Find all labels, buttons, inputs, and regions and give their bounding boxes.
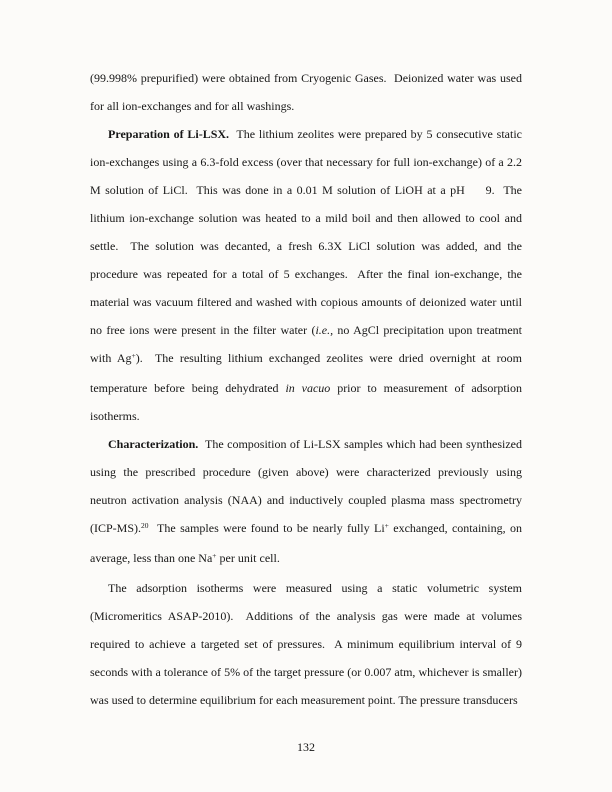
text-run: The composition of Li-LSX samples which had been synthesized using the prescribed procedure (given above) were characterized previously using neutron activation analysis (NAA) and inductively coupled plasma mass spectrometry (ICP-MS).: [90, 437, 525, 535]
text-run: ). The resulting lithium exchanged zeolites were dried overnight at room temperature before being dehydrated: [90, 351, 525, 395]
text-run-italic: i.e.,: [315, 323, 334, 337]
paragraph-adsorption: [90, 574, 525, 714]
text-run: exchanged, containing, on average, less than one Na: [90, 521, 525, 565]
text-run: (99.998% prepurified) were obtained from Cryogenic Gases. Deionized water was used for all ion-exchanges and for all washings.: [90, 71, 525, 113]
page-number: 132: [297, 740, 315, 754]
citation-superscript: 20: [141, 520, 149, 530]
text-run: prior to measurement of adsorption isotherms.: [90, 381, 525, 423]
text-run: The lithium zeolites were prepared by 5 consecutive static ion-exchanges using a 6.3-fold excess (over that necessary for full ion-exchange) of a 2.2 M solution of LiCl. This was done in a 0.01 M solution of LiOH at a pH 9. The lithium ion-exchange solution was heated to a mild boil and then allowed to cool and settle. The solution was decanted, a fresh 6.3X LiCl solution was added, and the procedure was repeated for a total of 5 exchanges. After the final ion-exchange, the material was vacuum filtered and washed with copious amounts of deionized water until no free ions were present in the filter water (: [90, 127, 526, 337]
superscript-plus: +: [212, 550, 217, 560]
section-heading-characterization: Characterization.: [108, 437, 199, 451]
superscript-plus: +: [131, 350, 136, 360]
paragraph-characterization: [90, 430, 525, 574]
text-run: The adsorption isotherms were measured using a static volumetric system (Micromeritics ASAP-2010). Additions of the analysis gas were made at volumes required to achieve a targeted set of pressures. A minimum equilibrium interval of 9 seconds with a tolerance of 5% of the target pressure (or 0.007 atm, whichever is smaller) was used to determine equilibrium for each measurement point. The pressure transducers: [90, 581, 525, 707]
superscript-plus: +: [384, 520, 389, 530]
paragraph-preparation: [90, 120, 526, 430]
section-heading-preparation: Preparation of Li-LSX.: [108, 127, 230, 141]
text-run: no AgCl precipitation upon treatment with Ag: [90, 323, 525, 365]
text-run-italic: in vacuo: [285, 381, 331, 395]
page-footer: [0, 733, 612, 761]
text-run: The samples were found to be nearly fully Li: [148, 521, 385, 535]
text-run: per unit cell.: [216, 551, 280, 565]
page-body: [90, 64, 526, 714]
paragraph-continuation: [90, 64, 525, 120]
